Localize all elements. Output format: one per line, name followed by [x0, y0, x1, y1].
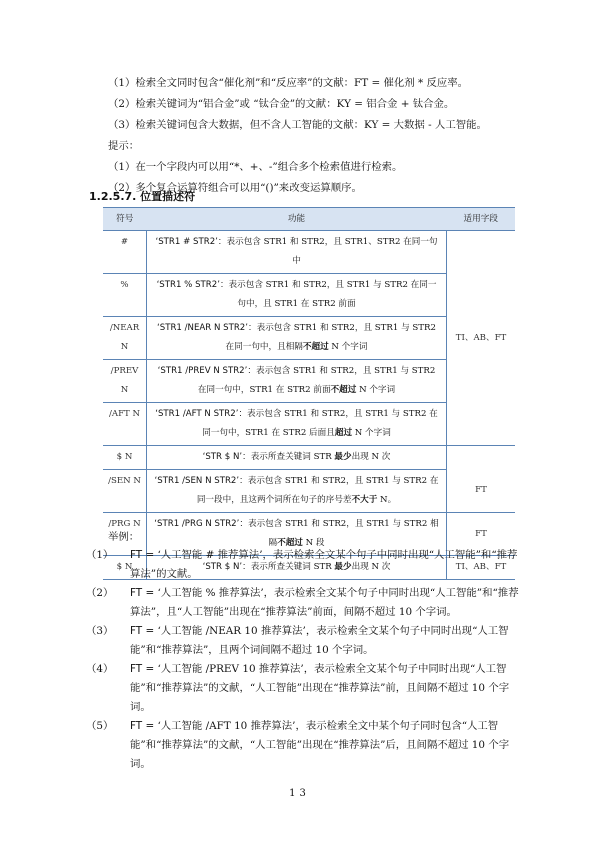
example-body [86, 622, 520, 660]
description-tail: N 个字词 [352, 428, 391, 438]
operator-symbol: /PREV N [103, 360, 147, 403]
description-emphasis: 最少 [334, 452, 352, 462]
operator-symbol: /NEAR N [103, 317, 147, 360]
description-text: ：表示包含 STR1 和 STR2，且 STR1 与 STR2 在同一句中，且相隔 [225, 323, 436, 352]
example-field-code: FT = [130, 587, 158, 599]
example-body [86, 660, 520, 717]
example-item [86, 622, 520, 660]
search-example-line-2: （2）检索关键词为“铝合金”或 “钛合金”的文献：KY = 铝合金 + 钛合金。 [108, 98, 455, 110]
table-row [103, 231, 515, 274]
example-field-code: FT = [130, 663, 158, 675]
operator-symbol: /PRG N [103, 513, 147, 556]
description-tail: N 个字词 [356, 385, 396, 395]
applicable-fields: FT [447, 513, 516, 556]
operator-syntax: ‘STR1 /PREV N STR2’ [157, 366, 248, 376]
operator-symbol: # [103, 231, 147, 274]
header-function: 功能 [147, 208, 447, 231]
example-text: ‘人工智能 /AFT 10 推荐算法’，表示检索全文中某个句子同时包含“人工智能”和“推荐算法”的文献，“人工智能”出现在“推荐算法”后，且间隔不超过 10 个字词。 [130, 720, 510, 770]
description-emphasis: 不大于 [351, 495, 378, 505]
example-field-code: FT = [130, 720, 158, 732]
description-tail: N。 [377, 495, 397, 505]
operator-symbol: /SEN N [103, 470, 147, 513]
description-tail: N 个字词 [328, 342, 368, 352]
operator-description [147, 231, 447, 274]
example-number: （2） [86, 587, 114, 599]
example-body [86, 584, 520, 622]
operator-description [147, 470, 447, 513]
operator-symbol: /AFT N [103, 403, 147, 446]
section-heading: 1.2.5.7. 位置描述符 [89, 190, 196, 203]
tips-label: 提示： [108, 140, 140, 152]
description-tail: N 段 [302, 538, 325, 548]
operator-description [147, 317, 447, 360]
description-emphasis: 不超过 [330, 385, 357, 395]
description-text: ：表示包含 STR1 和 STR2，且 STR1 与 STR2 在同一句中，且 STR1 在 STR2 前面 [219, 280, 437, 309]
example-item [86, 546, 520, 584]
operator-syntax: ‘STR1 /NEAR N STR2’ [157, 323, 248, 333]
applicable-fields: TI、AB、FT [447, 556, 516, 580]
operator-description [147, 446, 447, 470]
table-row [103, 446, 515, 470]
tip-line-1: （1）在一个字段内可以用“*、+、-”组合多个检索值进行检索。 [108, 161, 403, 173]
operator-syntax: ‘STR1 /PRG N STR2’ [154, 519, 240, 529]
example-text: ‘人工智能 % 推荐算法’，表示检索全文某个句子中同时出现“人工智能”和“推荐算法”，且“人工智能”出现在“推荐算法”前面，间隔不超过 10 个字词。 [130, 587, 519, 618]
page-number: 13 [289, 788, 310, 799]
example-item [86, 660, 520, 717]
applicable-fields: TI、AB、FT [447, 231, 516, 446]
operator-syntax: ‘STR1 /AFT N STR2’ [155, 409, 239, 419]
description-text: ：表示包含 STR1 和 STR2，且 STR1 与 STR2 在同一句中，STR1 在 STR2 后面且 [202, 409, 438, 438]
operator-syntax: ‘STR1 # STR2’ [155, 237, 218, 247]
examples-label: 举例： [108, 531, 140, 543]
tip-line-2: （2）多个复合运算符组合可以用“()”来改变运算顺序。 [108, 182, 362, 194]
operator-symbol: % [103, 274, 147, 317]
description-text: ：表示包含 STR1 和 STR2，且 STR1 与 STR2 在同一句中，STR1 在 STR2 前面 [197, 366, 436, 395]
example-number: （5） [86, 720, 114, 732]
operator-syntax: ‘STR $ N’ [202, 452, 243, 462]
header-symbol: 符号 [103, 208, 147, 231]
example-item [86, 717, 520, 774]
operator-description [147, 274, 447, 317]
operator-symbol: $ N [103, 556, 147, 580]
example-number: （1） [86, 549, 114, 561]
description-tail: 出现 N 次 [351, 452, 391, 462]
example-body [86, 546, 520, 584]
example-item [86, 584, 520, 622]
table-header-row [103, 208, 515, 231]
example-field-code: FT = [130, 549, 158, 561]
example-body [86, 717, 520, 774]
search-example-line-1: （1）检索全文同时包含“催化剂”和“反应率”的文献：FT = 催化剂 * 反应率。 [108, 77, 469, 89]
example-number: （4） [86, 663, 114, 675]
operator-syntax: ‘STR1 % STR2’ [156, 280, 220, 290]
operator-syntax: ‘STR1 /SEN N STR2’ [154, 476, 240, 486]
description-emphasis: 超过 [334, 428, 353, 438]
example-text: ‘人工智能 /NEAR 10 推荐算法’，表示检索全文某个句子中同时出现“人工智能”和“推荐算法”，且两个词间隔不超过 10 个字词。 [130, 625, 509, 656]
description-text: ：表示包含 STR1 和 STR2，且 STR1 与 STR2 相隔 [239, 519, 439, 548]
example-text: ‘人工智能 /PREV 10 推荐算法’，表示检索全文某个句子中同时出现“人工智能”和“推荐算法”的文献，“人工智能”出现在“推荐算法”前，且间隔不超过 10 个字词。 [130, 663, 510, 713]
position-operator-table [86, 207, 518, 580]
operator-syntax: ‘STR $ N’ [202, 562, 243, 572]
description-emphasis: 不超过 [302, 342, 329, 352]
example-number: （3） [86, 625, 114, 637]
applicable-fields: FT [447, 470, 516, 513]
description-tail: 出现 N 次 [351, 562, 391, 572]
description-emphasis: 不超过 [277, 538, 303, 548]
description-text: ：表示包含 STR1 和 STR2，且 STR1、STR2 在同一句中 [217, 237, 438, 266]
search-example-line-3: （3）检索关键词包含大数据，但不含人工智能的文献：KY = 大数据 - 人工智能。 [108, 119, 487, 131]
table-row [103, 470, 515, 513]
operator-symbol: $ N [103, 446, 147, 470]
description-text: ：表示所查关键词 STR [242, 452, 335, 462]
example-field-code: FT = [130, 625, 158, 637]
description-emphasis: 最少 [334, 562, 352, 572]
operator-description [147, 403, 447, 446]
description-text: ：表示所查关键词 STR [242, 562, 335, 572]
description-text: ：表示包含 STR1 和 STR2，且 STR1 与 STR2 在同一段中，且这两个词所在句子的序号差 [196, 476, 439, 505]
example-text: ‘人工智能 # 推荐算法’，表示检索全文某个句子中同时出现“人工智能”和“推荐算法”的文献。 [130, 549, 518, 580]
header-fields: 适用字段 [447, 208, 516, 231]
operator-description [147, 360, 447, 403]
